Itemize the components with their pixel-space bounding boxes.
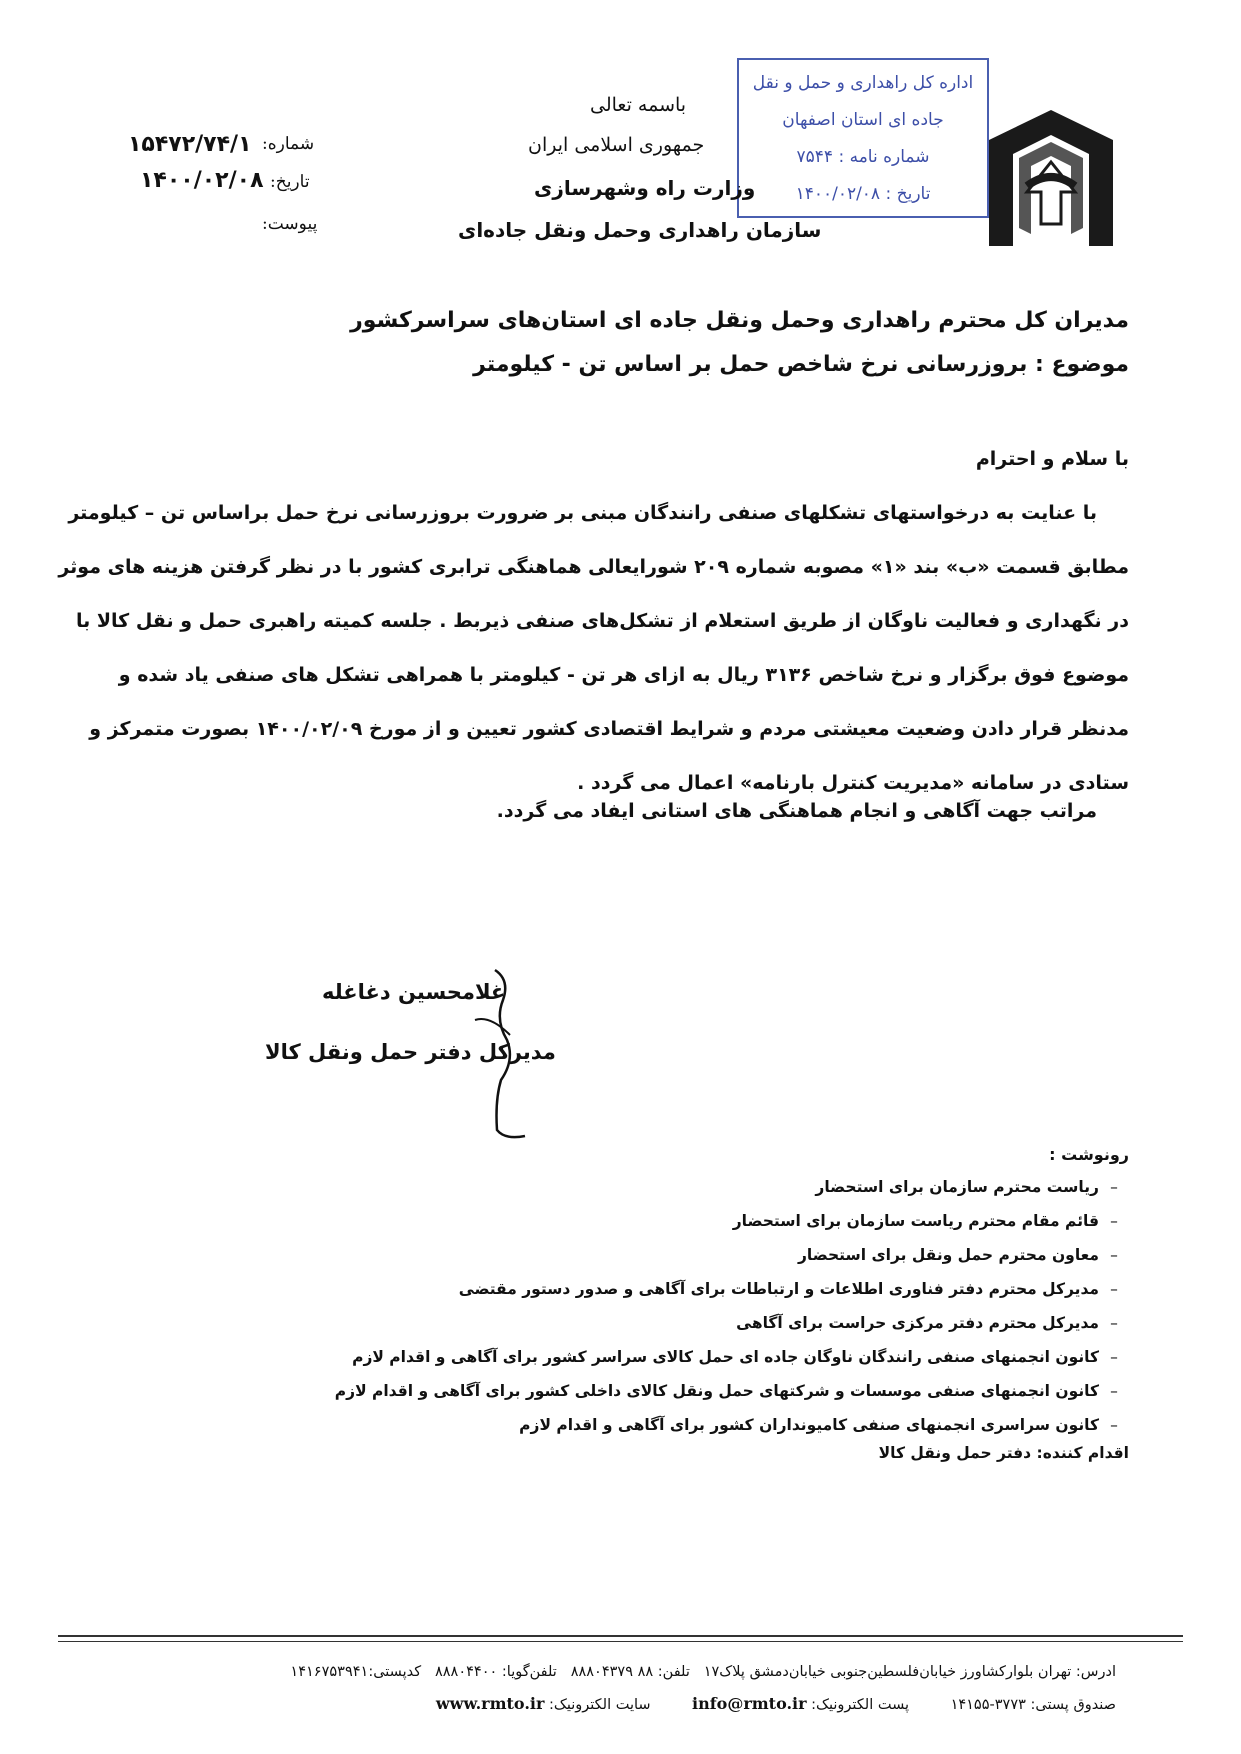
stamp-line-1: اداره کل راهداری و حمل و نقل (752, 72, 974, 93)
letter-date: ۱۴۰۰/۰۲/۰۸ (140, 168, 264, 193)
cc-item: – ریاست محترم سازمان برای استحضار (815, 1178, 1118, 1196)
stamp-line-3: شماره نامه : ۷۵۴۴ (796, 146, 930, 167)
footer-postal-code: کدپستی:۱۴۱۶۷۵۳۹۴۱ (290, 1664, 422, 1680)
cc-item: – قائم مقام محترم ریاست سازمان برای استحضار (732, 1212, 1118, 1230)
footer-address: ادرس: تهران بلوارکشاورز خیابان‌فلسطین‌جنوبی خیابان‌دمشق پلاک۱۷ (703, 1664, 1116, 1680)
number-label: شماره: (262, 134, 315, 154)
footer-contact-line (436, 1694, 1116, 1713)
stamp-line-4: تاریخ : ۱۴۰۰/۰۲/۰۸ (795, 183, 931, 204)
cc-item: – کانون انجمنهای صنفی موسسات و شرکتهای حمل ونقل کالای داخلی کشور برای آگاهی و اقدام لازم (334, 1382, 1118, 1400)
footer-website[interactable]: www.rmto.ir (435, 1694, 545, 1713)
body-line: با عنایت به درخواستهای تشکلهای صنفی رانندگان مبنی بر ضرورت بروزرسانی نرخ حمل براساس تن – کیلومتر (68, 502, 1097, 524)
ministry-name: وزارت راه وشهرسازی (534, 176, 756, 200)
cc-item: – مدیرکل محترم دفتر مرکزی حراست برای آگاهی (736, 1314, 1118, 1332)
country-name: جمهوری اسلامی ایران (528, 134, 705, 156)
received-stamp (737, 58, 989, 218)
action-by (879, 1444, 1129, 1462)
footer-email[interactable]: info@rmto.ir (692, 1694, 807, 1713)
footer-website-label: سایت الکترونیک: (549, 1697, 651, 1713)
footer-phone: تلفن: ۸۸ ۸۸۸۰۴۳۷۹ (570, 1664, 690, 1680)
footer-rule (58, 1641, 1183, 1642)
cc-list (129, 1170, 1129, 1442)
date-label: تاریخ: (270, 172, 310, 192)
body-line: موضوع فوق برگزار و نرخ شاخص ۳۱۳۶ ریال به ازای هر تن - کیلومتر با همراهی تشکل های صنفی یاد شده و (118, 664, 1129, 686)
rmto-logo (987, 108, 1115, 250)
body-line: ستادی در سامانه «مدیریت کنترل بارنامه» اعمال می گردد . (577, 772, 1129, 794)
cc-item: – کانون انجمنهای صنفی رانندگان ناوگان جاده ای حمل کالای سراسر کشور برای آگاهی و اقدام لازم (352, 1348, 1118, 1366)
footer-email-label: پست الکترونیک: (811, 1697, 910, 1713)
action-label: اقدام کننده: (1036, 1444, 1129, 1462)
footer-po-box: صندوق پستی: ۳۷۷۳-۱۴۱۵۵ (950, 1697, 1116, 1713)
body-paragraph (58, 486, 1129, 810)
attachment-label: پیوست: (262, 214, 318, 234)
body-line: در نگهداری و فعالیت ناوگان از طریق استعلام از تشکل‌های صنفی ذیربط . جلسه کمیته راهبری حمل و نقل کالا با (76, 610, 1129, 632)
letter-number: ۱۵۴۷۲/۷۴/۱ (128, 132, 252, 157)
signer-name: غلامحسین دغاغله (322, 980, 506, 1004)
closing-line: مراتب جهت آگاهی و انجام هماهنگی های استانی ایفاد می گردد. (496, 800, 1097, 822)
footer-talking-phone: تلفن‌گویا: ۸۸۸۰۴۴۰۰ (434, 1664, 557, 1680)
greeting: با سلام و احترام (975, 448, 1129, 470)
body-line: مطابق قسمت «ب» بند «۱» مصوبه شماره ۲۰۹ شورایعالی هماهنگی ترابری کشور با در نظر گرفتن هزینه های موثر (58, 556, 1129, 578)
handwritten-signature (455, 960, 555, 1150)
cc-item: – کانون سراسری انجمنهای صنفی کامیونداران کشور برای آگاهی و اقدام لازم (519, 1416, 1118, 1434)
addressee: مدیران کل محترم راهداری وحمل ونقل جاده ای استان‌های سراسرکشور (350, 308, 1129, 333)
invocation: باسمه تعالی (590, 94, 687, 116)
cc-title: رونوشت : (1049, 1145, 1129, 1164)
footer-address-line (290, 1664, 1116, 1680)
action-value: دفتر حمل ونقل کالا (878, 1444, 1032, 1462)
footer-rule (58, 1635, 1183, 1637)
signer-title: مدیرکل دفتر حمل ونقل کالا (265, 1040, 556, 1064)
cc-item: – مدیرکل محترم دفتر فناوری اطلاعات و ارتباطات برای آگاهی و صدور دستور مقتضی (458, 1280, 1118, 1298)
subject: موضوع : بروزرسانی نرخ شاخص حمل بر اساس تن - کیلومتر (473, 352, 1129, 377)
stamp-line-2: جاده ای استان اصفهان (782, 109, 944, 130)
cc-item: – معاون محترم حمل ونقل برای استحضار (797, 1246, 1118, 1264)
organization-name: سازمان راهداری وحمل ونقل جاده‌ای (458, 218, 822, 242)
body-line: مدنظر قرار دادن وضعیت معیشتی مردم و شرایط اقتصادی کشور تعیین و از مورخ ۱۴۰۰/۰۲/۰۹ بصورت متمرکز و (89, 718, 1129, 740)
